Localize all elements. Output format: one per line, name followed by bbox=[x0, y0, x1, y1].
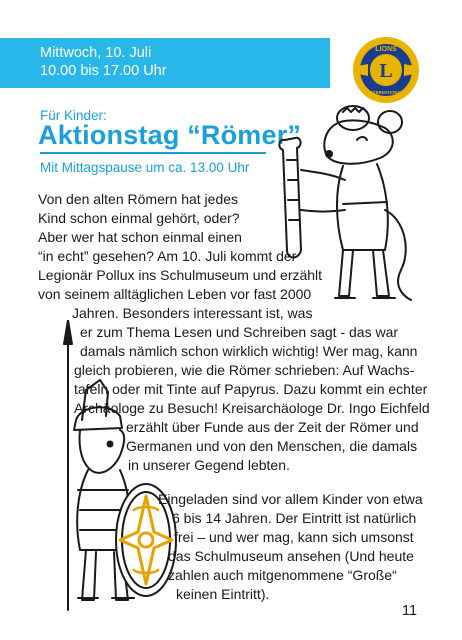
date-banner bbox=[0, 38, 330, 88]
title-underline bbox=[40, 152, 266, 154]
audience-label: Für Kinder: bbox=[40, 108, 107, 123]
body-line: Aber wer hat schon einmal einen bbox=[38, 229, 242, 245]
closing-line: 6 bis 14 Jahren. Der Eintritt ist natürlich bbox=[172, 510, 417, 526]
page-number: 11 bbox=[402, 603, 418, 619]
body-line: Archäologe zu Besuch! Kreisarchäologe Dr. Ingo Eichfeld bbox=[74, 400, 430, 416]
event-date: Mittwoch, 10. Juli bbox=[40, 45, 152, 61]
closing-line: zahlen auch mitgenommene “Große“ bbox=[168, 567, 397, 583]
body-line: erzählt über Funde aus der Zeit der Römer und bbox=[126, 419, 419, 435]
body-line: Kind schon einmal gehört, oder? bbox=[38, 210, 240, 226]
page-title: Aktionstag “Römer” bbox=[38, 120, 302, 150]
body-line: gleich probieren, wie die Römer schrieben: Auf Wachs- bbox=[74, 362, 415, 378]
event-time: 10.00 bis 17.00 Uhr bbox=[40, 63, 167, 79]
body-line: Von den alten Römern hat jedes bbox=[38, 191, 239, 207]
svg-text:L: L bbox=[379, 60, 393, 82]
body-line: Germanen und von den Menschen, die damals bbox=[126, 438, 418, 454]
body-line: Legionär Pollux ins Schulmuseum und erzählt bbox=[38, 267, 323, 283]
lions-logo-icon bbox=[352, 36, 420, 104]
svg-text:INTERNATIONAL: INTERNATIONAL bbox=[369, 90, 403, 95]
body-line: damals nämlich schon wirklich wichtig! Wer mag, kann bbox=[80, 343, 418, 359]
subtitle: Mit Mittagspause um ca. 13.00 Uhr bbox=[40, 160, 250, 175]
body-line: in unserer Gegend lebten. bbox=[128, 457, 290, 473]
body-line: Jahren. Besonders interessant ist, was bbox=[72, 305, 313, 321]
body-line: er zum Thema Lesen und Schreiben sagt - das war bbox=[80, 324, 399, 340]
body-line: “in echt” gesehen? Am 10. Juli kommt der bbox=[38, 248, 297, 264]
body-line: von seinem alltäglichen Leben vor fast 2000 bbox=[38, 286, 312, 302]
body-line: tafeln oder mit Tinte auf Papyrus. Dazu kommt ein echter bbox=[74, 381, 428, 397]
svg-text:LIONS: LIONS bbox=[375, 46, 397, 53]
closing-line: das Schulmuseum ansehen (Und heute bbox=[168, 548, 414, 564]
closing-line: frei – und wer mag, kann sich umsonst bbox=[174, 529, 414, 545]
closing-line: Eingeladen sind vor allem Kinder von etwa bbox=[158, 491, 423, 507]
closing-line: keinen Eintritt). bbox=[176, 586, 270, 602]
